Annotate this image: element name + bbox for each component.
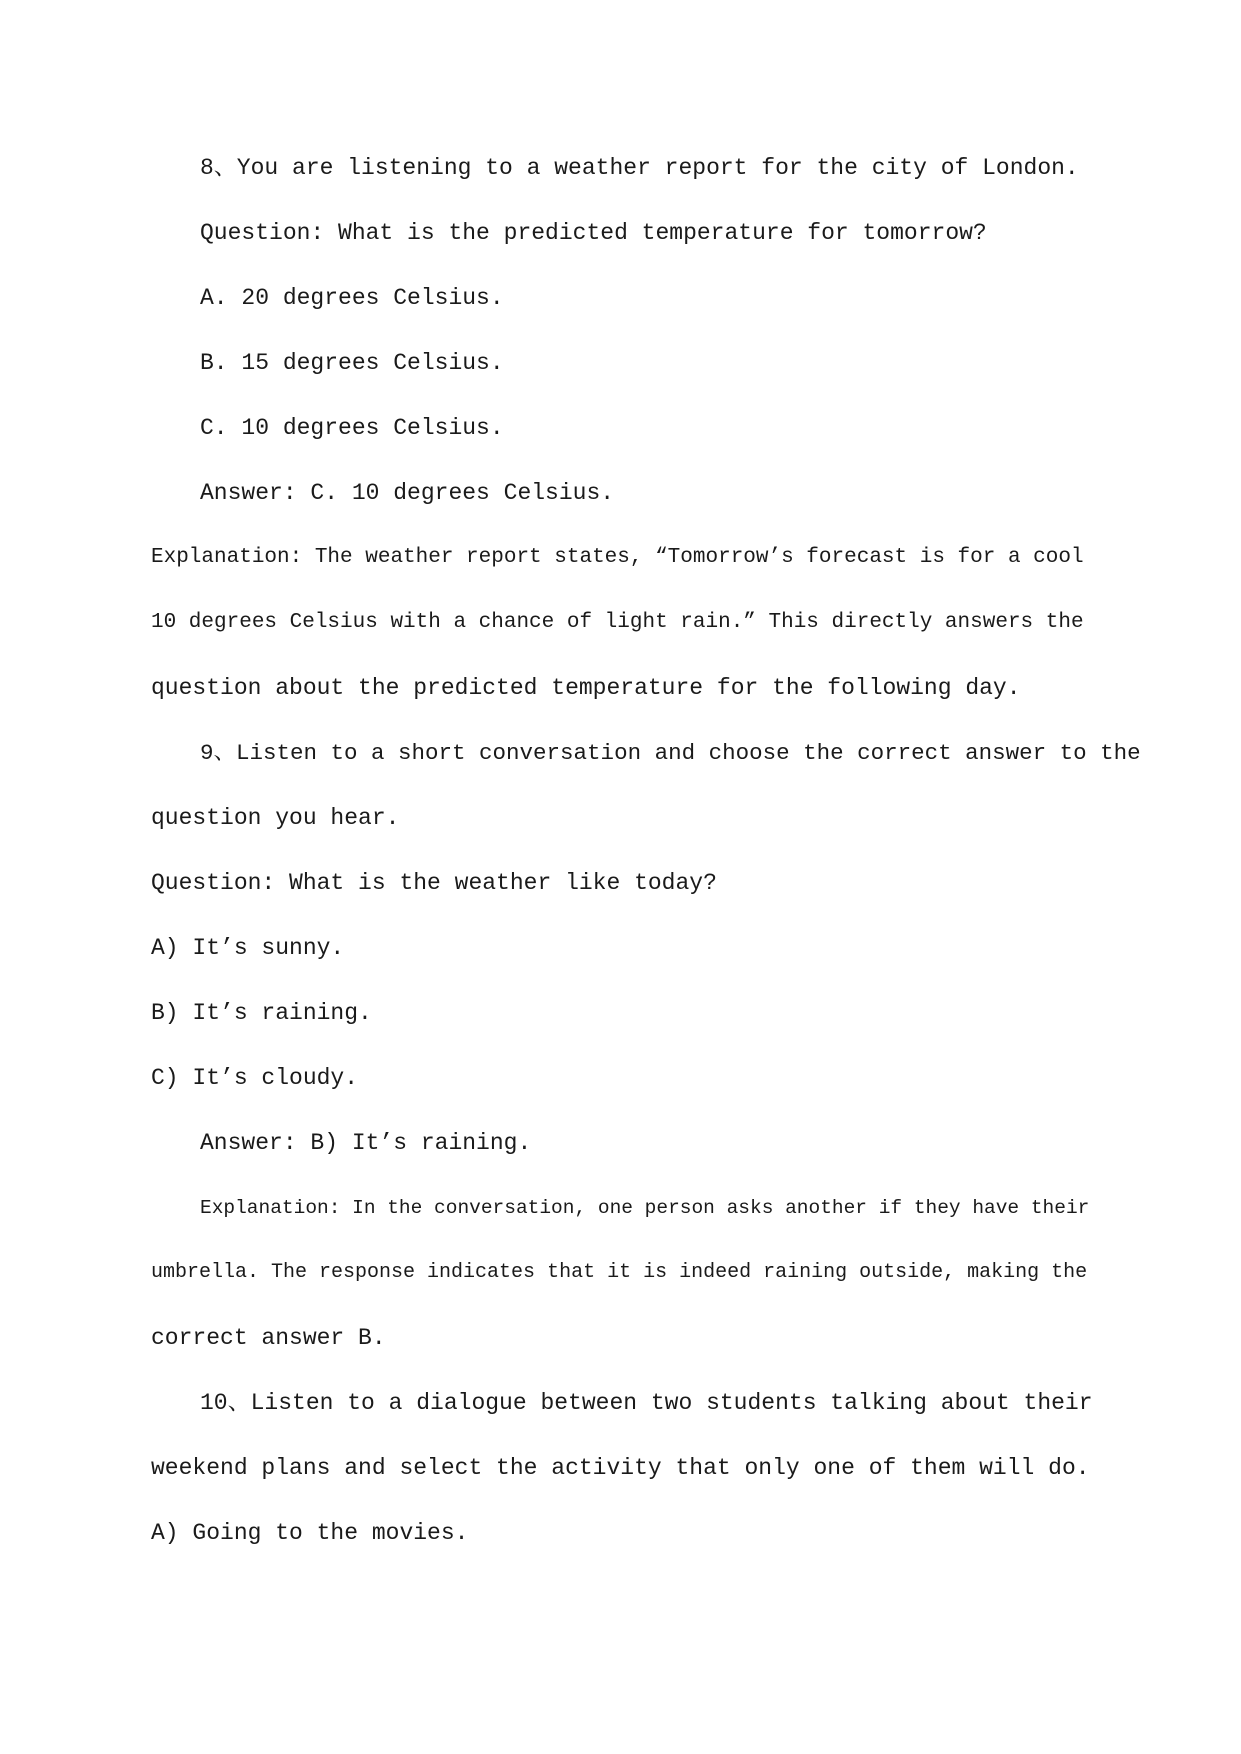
question-9-option-b: B) It’s raining. bbox=[151, 1000, 372, 1026]
question-8-prompt: 8、You are listening to a weather report for the city of London. bbox=[200, 155, 1079, 181]
question-9-explanation-line-3: correct answer B. bbox=[151, 1325, 386, 1351]
question-9-explanation-line-2: umbrella. The response indicates that it is indeed raining outside, making the bbox=[151, 1261, 1088, 1284]
question-8-option-b: B. 15 degrees Celsius. bbox=[200, 350, 504, 376]
question-9-question: Question: What is the weather like today? bbox=[151, 870, 717, 896]
question-8-explanation-line-2: 10 degrees Celsius with a chance of light rain.” This directly answers the bbox=[151, 611, 1084, 634]
question-8-option-a: A. 20 degrees Celsius. bbox=[200, 285, 504, 311]
question-8-question: Question: What is the predicted temperature for tomorrow? bbox=[200, 220, 987, 246]
question-9-option-a: A) It’s sunny. bbox=[151, 935, 345, 961]
question-10-option-a: A) Going to the movies. bbox=[151, 1520, 469, 1546]
question-10-prompt-line-2: weekend plans and select the activity that only one of them will do. bbox=[151, 1455, 1090, 1481]
question-9-option-c: C) It’s cloudy. bbox=[151, 1065, 359, 1091]
question-8-answer: Answer: C. 10 degrees Celsius. bbox=[200, 480, 615, 506]
question-8-option-c: C. 10 degrees Celsius. bbox=[200, 415, 504, 441]
question-9-explanation-line-1: Explanation: In the conversation, one person asks another if they have their bbox=[200, 1197, 1090, 1219]
question-9-prompt-line-1: 9、Listen to a short conversation and choose the correct answer to the bbox=[200, 740, 1141, 766]
question-9-prompt-line-2: question you hear. bbox=[151, 805, 400, 831]
question-9-answer: Answer: B) It’s raining. bbox=[200, 1130, 532, 1156]
question-8-explanation-line-3: question about the predicted temperature for the following day. bbox=[151, 675, 1021, 701]
question-10-prompt-line-1: 10、Listen to a dialogue between two students talking about their bbox=[200, 1390, 1093, 1416]
question-8-explanation-line-1: Explanation: The weather report states, “Tomorrow’s forecast is for a cool bbox=[151, 546, 1084, 569]
